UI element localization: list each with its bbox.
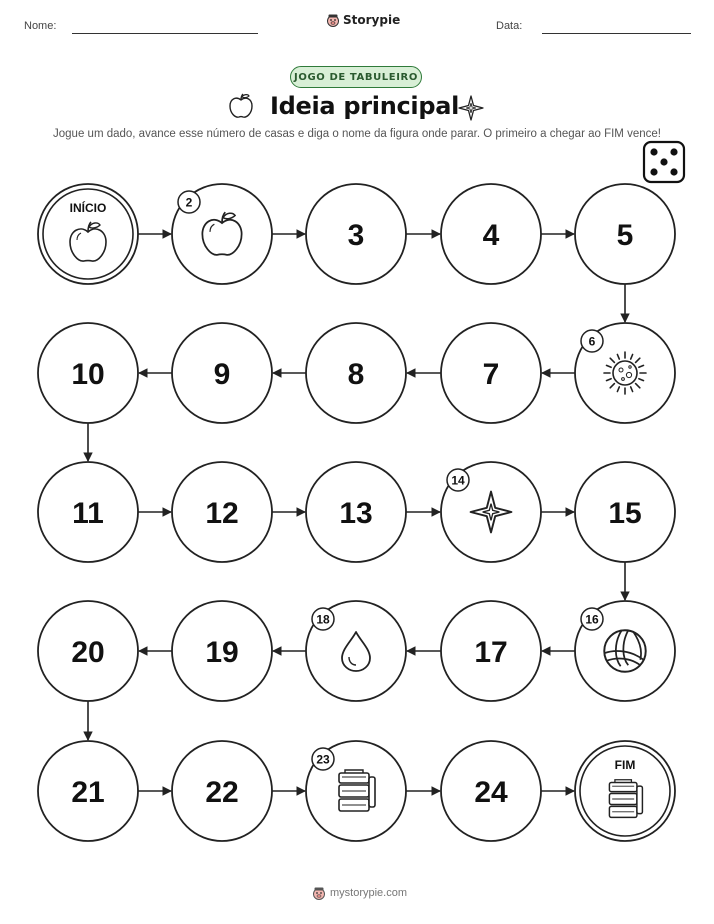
- brand-name: Storypie: [343, 13, 401, 27]
- space-number: 16: [585, 612, 599, 627]
- space-number: 6: [588, 334, 596, 349]
- board-space-15[interactable]: [575, 462, 675, 562]
- space-number: 2: [185, 195, 193, 210]
- space-number: 9: [213, 358, 231, 391]
- board-space-8[interactable]: [306, 323, 406, 423]
- space-number: 18: [316, 612, 330, 627]
- board-space-7[interactable]: [441, 323, 541, 423]
- instructions-text: Jogue um dado, avance esse número de casas e diga o nome da figura onde parar. O primeiro a chegar ao FIM vence!: [53, 128, 661, 140]
- space-number: 23: [316, 752, 330, 767]
- board-space-3[interactable]: [306, 184, 406, 284]
- space-number: 19: [205, 636, 239, 669]
- space-number: 20: [71, 636, 105, 669]
- lunchbox-icon: [609, 780, 642, 818]
- space-number: 11: [72, 497, 104, 530]
- board-space-9[interactable]: [172, 323, 272, 423]
- board-space-10[interactable]: [38, 323, 138, 423]
- board-space-14[interactable]: [441, 462, 541, 562]
- space-number: 8: [347, 358, 365, 391]
- date-label: Data:: [496, 20, 523, 32]
- space-number: 12: [205, 497, 239, 530]
- board-space-5[interactable]: [575, 184, 675, 284]
- name-label: Nome:: [24, 20, 57, 32]
- end-label: FIM: [614, 758, 636, 772]
- board-space-21[interactable]: [38, 741, 138, 841]
- board-space-4[interactable]: [441, 184, 541, 284]
- board-space-22[interactable]: [172, 741, 272, 841]
- board-space-23[interactable]: [306, 741, 406, 841]
- space-number: 22: [205, 776, 239, 809]
- space-number: 24: [474, 776, 508, 809]
- board-space-19[interactable]: [172, 601, 272, 701]
- footer-url[interactable]: mystorypie.com: [330, 887, 408, 899]
- board-space-18[interactable]: [306, 601, 406, 701]
- space-number: 4: [482, 219, 500, 252]
- sun-icon: [604, 352, 646, 394]
- board-space-24[interactable]: [441, 741, 541, 841]
- space-number: 3: [347, 219, 365, 252]
- lunchbox-icon: [339, 770, 375, 811]
- pig-mascot-icon: [312, 886, 326, 900]
- space-number: 17: [474, 636, 508, 669]
- game-type-badge: JOGO DE TABULEIRO: [290, 66, 422, 88]
- board-space-17[interactable]: [441, 601, 541, 701]
- volleyball-icon: [604, 630, 645, 671]
- board-space-16[interactable]: [575, 601, 675, 701]
- board-space-13[interactable]: [306, 462, 406, 562]
- board-space-end[interactable]: [575, 741, 675, 841]
- board-space-2[interactable]: [172, 184, 272, 284]
- space-number: 15: [608, 497, 642, 530]
- space-number: 10: [71, 358, 105, 391]
- board-space-6[interactable]: [575, 323, 675, 423]
- space-number: 7: [482, 358, 500, 391]
- footer: [312, 886, 407, 900]
- space-number: 21: [71, 776, 105, 809]
- space-number: 14: [451, 473, 465, 488]
- board-space-12[interactable]: [172, 462, 272, 562]
- board-space-11[interactable]: [38, 462, 138, 562]
- dice-icon: [644, 142, 684, 182]
- space-number: 5: [616, 219, 634, 252]
- page-title: Ideia principal: [270, 92, 460, 120]
- board-space-20[interactable]: [38, 601, 138, 701]
- start-label: INÍCIO: [69, 201, 107, 215]
- space-number: 13: [339, 497, 373, 530]
- board-space-start[interactable]: [38, 184, 138, 284]
